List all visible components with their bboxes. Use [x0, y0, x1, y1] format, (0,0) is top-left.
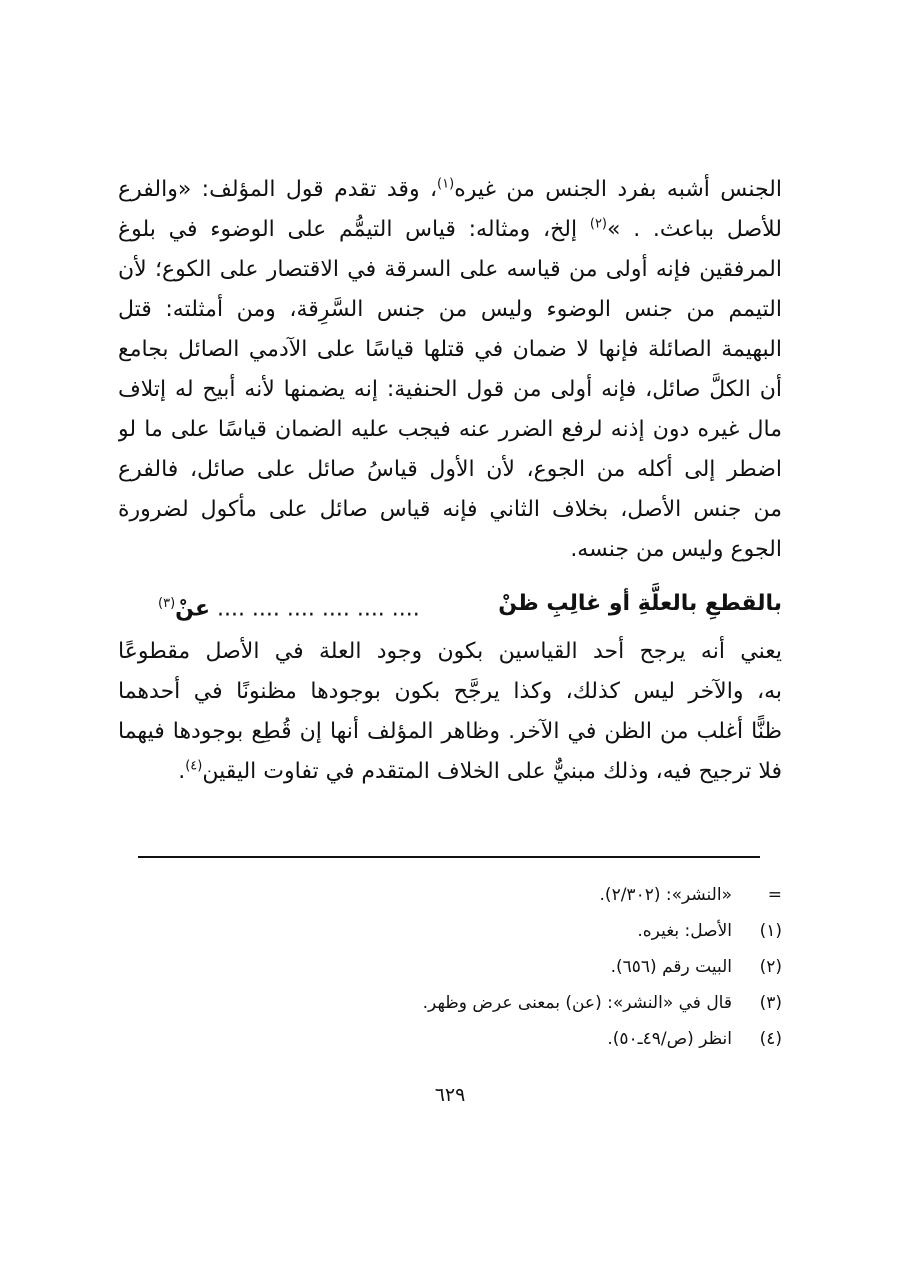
text-line: من جنس الأصل، بخلاف الثاني فإنه قياس صائل على مأكول لضرورة	[118, 497, 782, 522]
footnote-text: البيت رقم (٦٥٦).	[610, 957, 732, 977]
footnote-number: (٤)	[759, 1029, 782, 1049]
verse-hemistich-right: بالقطعِ بالعلَّةِ أو غالِبِ ظنْ	[498, 591, 782, 616]
text-line: اضطر إلى أكله من الجوع، لأن الأول قياسُ صائل على صائل، فالفرع	[118, 457, 782, 482]
footnote-divider	[138, 856, 760, 858]
verse-hemistich-left: .... .... .... .... .... .... عنْ$^{(٣)}$	[158, 596, 420, 622]
text-line: التيمم من جنس الوضوء وليس من جنس السَّرِقة، ومن أمثلته: قتل	[118, 297, 782, 322]
text-line: يعني أنه يرجح أحد القياسين بكون وجود العلة في الأصل مقطوعًا	[118, 639, 782, 664]
verse-line	[118, 584, 782, 624]
text-line: مال غيره دون إذنه لرفع الضرر عنه فيجب عليه الضمان قياسًا على ما لو	[118, 417, 782, 442]
footnote-text: انظر (ص/٤٩ـ٥٠).	[607, 1029, 732, 1049]
page-number: ٦٢٩	[434, 1084, 466, 1106]
footnote-text: الأصل: بغيره.	[637, 921, 732, 941]
footnote-number: (٢)	[759, 957, 782, 977]
footnote-ref: (١)	[437, 176, 455, 192]
footnote-item	[600, 878, 782, 912]
footnote-item	[611, 950, 782, 984]
footnote-ref: (٤)	[185, 758, 203, 774]
footnote-item	[607, 1022, 782, 1056]
footnote-ref: (٣)	[158, 596, 176, 611]
text-line: أن الكلَّ صائل، فإنه أولى من قول الحنفية: إنه يضمنها لأنه أبيح له إتلاف	[118, 377, 782, 402]
text-line: الجوع وليس من جنسه.	[570, 537, 782, 562]
text-line: ظنًّا أغلب من الظن في الآخر. وظاهر المؤلف أنها إن قُطِع بوجودها فيهما	[118, 719, 782, 744]
text-line: البهيمة الصائلة فإنها لا ضمان في قتلها قياسًا على الآدمي الصائل بجامع	[118, 337, 782, 362]
footnote-text: قال في «النشر»: (عن) بمعنى عرض وظهر.	[422, 993, 732, 1013]
footnote-ref: (٢)	[589, 216, 607, 232]
footnote-number: (٣)	[759, 993, 782, 1013]
footnote-item	[423, 986, 782, 1020]
text-line: فلا ترجيح فيه، وذلك مبنيٌّ على الخلاف المتقدم في تفاوت اليقين$^{(٤)}$.	[178, 758, 782, 784]
footnote-text: «النشر»: (٢/٣٠٢).	[599, 885, 732, 905]
footnote-number: (١)	[759, 921, 782, 941]
text-line: المرفقين فإنه أولى من قياسه على السرقة في الاقتصار على الكوع؛ لأن	[118, 257, 782, 282]
text-line: به، والآخر ليس كذلك، وكذا يرجَّح بكون بوجودها مظنونًا في أحدهما	[118, 679, 782, 704]
footnote-item	[637, 914, 782, 948]
text-line: للأصل بباعث. . »$^{(٢)}$ إلخ، ومثاله: قياس التيمُّم على الوضوء في بلوغ	[118, 216, 782, 242]
footnote-number: =	[767, 885, 782, 905]
text-line: الجنس أشبه بفرد الجنس من غيره$^{(١)}$، وقد تقدم قول المؤلف: «والفرع	[118, 176, 782, 202]
